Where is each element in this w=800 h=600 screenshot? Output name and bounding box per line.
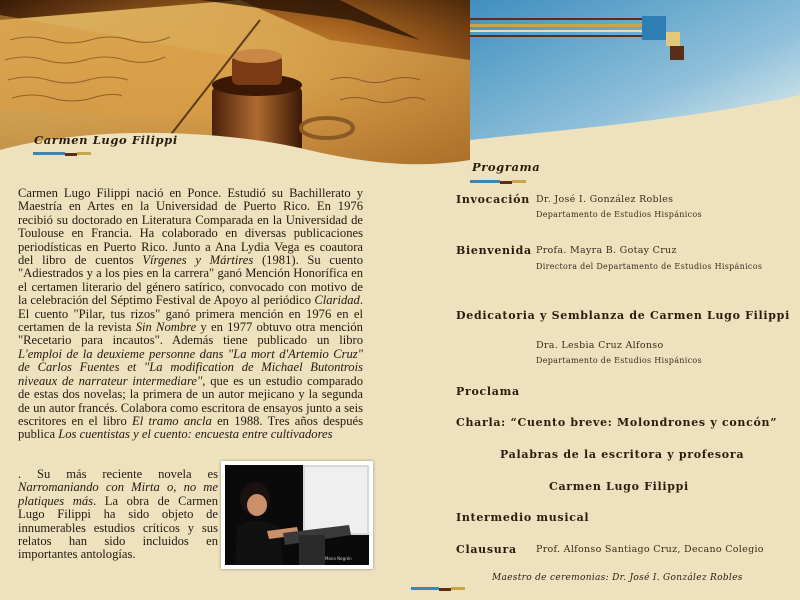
program-accent-gold: [512, 180, 526, 183]
right-header-graphic: [470, 0, 800, 150]
square-blue: [642, 16, 666, 40]
biography-text-continued: [18, 468, 218, 562]
program-item-musical-interlude: Intermedio musical: [456, 511, 590, 524]
program-item-author-words: Palabras de la escritora y profesora: [500, 448, 745, 461]
footer-accent-gold: [451, 587, 465, 590]
left-title: Carmen Lugo Filippi: [34, 133, 178, 147]
program-item-author-name: Carmen Lugo Filippi: [549, 480, 689, 493]
program-accent-blue: [470, 180, 500, 183]
bio-segment: y en 1977 obtuvo otra mención "Recetario para incautos". Además tiene publicado un libro: [18, 320, 363, 348]
stripe-cream: [470, 30, 642, 32]
dedication-speaker: Dra. Lesbia Cruz Alfonso: [536, 340, 664, 351]
welcome-speaker: Profa. Mayra B. Gotay Cruz: [536, 245, 677, 256]
program-item-dedication: Dedicatoria y Semblanza de Carmen Lugo Filippi: [456, 309, 790, 322]
bio-segment: . La obra de Carmen Lugo Filippi ha sido objeto de innumerables estudios críticos y sus relatos han sido incluidos en importantes antologías.: [18, 493, 218, 562]
invocation-affiliation: Departamento de Estudios Hispánicos: [536, 210, 702, 219]
bio-segment: . El cuento "Pilar, tus rizos" ganó primera mención en 1976 en el certamen de la revista: [18, 293, 363, 335]
welcome-affiliation: Directora del Departamento de Estudios Hispánicos: [536, 262, 763, 271]
program-accent-brown: [500, 181, 512, 184]
stripe-gold: [470, 24, 642, 27]
bio-segment: , que es un estudio comparado de estas dos novelas; la primera de un autor mejicano y la segunda de un autor francés. Colabora como escritora de ensayos junto a seis escritores en el libro: [18, 373, 363, 428]
blue-sky-graphic: [470, 0, 800, 150]
bio-book-title: L'emploi de la deuxieme personne dans "La mort d'Artemio Cruz" de Carlos Fuentes et "La modification de Michael Butontrois niveaux de narrateur intermediare": [18, 346, 363, 388]
bio-book-title: El tramo ancla: [132, 413, 212, 428]
bio-periodical-title: Claridad: [314, 293, 360, 308]
biography-text: [18, 187, 363, 442]
author-at-podium-image: [225, 465, 369, 565]
invocation-speaker: Dr. José I. González Robles: [536, 194, 674, 205]
program-title: Programa: [472, 160, 541, 174]
author-photo-frame: [221, 461, 373, 569]
bio-book-title: Narromaniando con Mirta o, no me platiques más: [18, 480, 218, 508]
program-item-closing: Clausura: [456, 543, 517, 556]
footer-accent-brown: [439, 588, 451, 591]
photo-caption: Mona Negrón: [325, 556, 352, 561]
accent-line-brown: [65, 153, 77, 156]
bio-segment: . Su más reciente novela es: [18, 467, 218, 481]
square-brown: [670, 46, 684, 60]
master-of-ceremonies: Maestro de ceremonias: Dr. José I. González Robles: [492, 573, 743, 583]
program-item-invocation: Invocación: [456, 193, 530, 206]
bio-book-title: Los cuentistas y el cuento: encuesta entre cultivadores: [58, 427, 333, 442]
program-item-proclamation: Proclama: [456, 385, 520, 398]
bio-segment: Carmen Lugo Filippi nació en Ponce. Estudió su Bachillerato y Maestría en Artes en la Universidad de Puerto Rico. En 1976 recibió su doctorado en Literatura Comparada en la Universidad de Toulouse en Francia. Ha colaborado en diversas publicaciones periodísticas en Puerto Rico. Junto a Ana Lydia Vega es coautora del libro de cuentos: [18, 186, 363, 268]
program-item-welcome: Bienvenida: [456, 244, 532, 257]
program-item-talk: Charla: “Cuento breve: Molondrones y concón”: [456, 416, 778, 429]
bio-magazine-title: Sin Nombre: [135, 320, 197, 335]
closing-speaker: Prof. Alfonso Santiago Cruz, Decano Colegio: [536, 544, 764, 555]
bio-book-title: Vírgenes y Mártires: [142, 253, 254, 268]
stripe-brown-2: [470, 35, 642, 37]
accent-line-blue: [33, 152, 65, 155]
author-photo: [225, 465, 369, 565]
bio-segment: (1981). Su cuento "Adiestrados y a los pies en la carrera" ganó Mención Honorífica en el certamen literario del género satírico, convocado con motivo de la celebración del Séptimo Festival de Apoyo al periódico: [18, 253, 363, 308]
dedication-affiliation: Departamento de Estudios Hispánicos: [536, 356, 702, 365]
accent-line-gold: [77, 152, 91, 155]
bio-segment: en 1988. Tres años después publica: [18, 413, 363, 442]
stripe-brown: [470, 18, 642, 20]
footer-accent-blue: [411, 587, 439, 590]
square-gold: [666, 32, 680, 46]
